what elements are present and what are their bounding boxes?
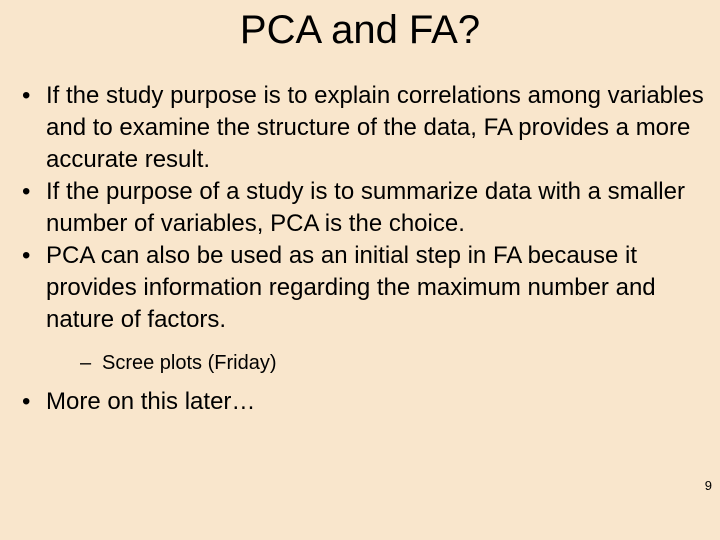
bullet-text: PCA can also be used as an initial step in FA because it provides information regarding the maximum number and nature of factors. [46,242,656,333]
bullet-item: • If the purpose of a study is to summarize data with a smaller number of variables, PCA is the choice. [22,176,712,240]
bullet-item: • More on this later… [22,386,712,418]
slide-title: PCA and FA? [239,8,481,52]
bullet-item: • If the study purpose is to explain correlations among variables and to examine the structure of the data, FA provides a more accurate result. [22,80,712,176]
sub-bullet-item: – Scree plots (Friday) [68,350,712,376]
bullet-item [22,240,712,376]
sub-bullet-list [46,350,712,376]
page-number: 9 [704,478,712,493]
bullet-list [22,80,712,418]
